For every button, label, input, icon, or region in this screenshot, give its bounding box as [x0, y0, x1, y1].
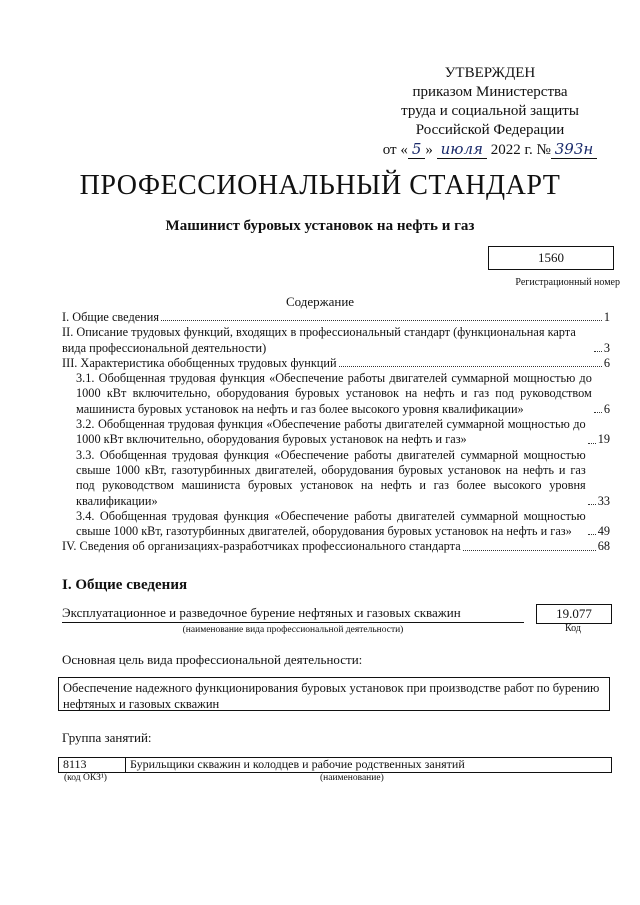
toc-dots [588, 504, 596, 505]
date-year: 2022 г. № [490, 142, 551, 158]
okz-caption: (код ОКЗ¹) [64, 773, 107, 783]
toc-dots [588, 443, 596, 444]
toc-item-text: III. Характеристика обобщенных трудовых функций [62, 355, 337, 370]
group-name: Бурильщики скважин и колодцев и рабочие родственных занятий [130, 757, 465, 771]
activity-name: Эксплуатационное и разведочное бурение нефтяных и газовых скважин [62, 605, 524, 623]
toc-item-text: 3.2. Обобщенная трудовая функция «Обеспечение работы двигателей суммарной мощностью до 1000 кВт включительно, оборудования буровых установок на нефть и газ» [76, 417, 586, 447]
handwritten-number: 393н [551, 140, 598, 159]
toc-page: 6 [603, 355, 610, 370]
approval-line-2: приказом Министерства [412, 84, 568, 100]
toc-heading: Содержание [285, 294, 355, 309]
toc-item[interactable] [62, 509, 610, 540]
toc-page: 68 [597, 539, 610, 554]
goal-label: Основная цель вида профессиональной деятельности: [62, 652, 363, 667]
toc-item[interactable] [62, 448, 610, 509]
date-prefix: от « [382, 142, 408, 158]
toc-item-text: 3.1. Обобщенная трудовая функция «Обеспечение работы двигателей суммарной мощностью до 1000 кВт включительно, оборудования буровых установок на нефть и газ под руководством машиниста буровых установок на нефть и газ более высокого уровня квалификации» [76, 371, 592, 416]
toc-page: 6 [603, 401, 610, 416]
handwritten-day: 5 [408, 140, 426, 159]
goal-box: Обеспечение надежного функционирования буровых установок при производстве работ по бурению нефтяных и газовых скважин [58, 677, 610, 711]
code-caption: Код [565, 623, 581, 634]
approval-date [360, 140, 620, 160]
approval-line-4: Российской Федерации [415, 122, 565, 138]
registration-label: Регистрационный номер [515, 277, 620, 288]
toc-item-text: IV. Сведения об организациях-разработчиках профессионального стандарта [62, 539, 461, 554]
toc-item[interactable] [62, 356, 610, 371]
toc-item[interactable] [62, 417, 610, 448]
toc-item[interactable] [62, 539, 610, 554]
toc-dots [339, 366, 602, 367]
toc-item-text: 3.4. Обобщенная трудовая функция «Обеспечение работы двигателей суммарной мощностью свыше 1000 кВт, газотурбинных двигателей, оборудования буровых установок на нефть и газ» [76, 508, 586, 539]
document-subtitle: Машинист буровых установок на нефть и газ [165, 218, 475, 234]
activity-code: 19.077 [536, 604, 612, 624]
section-heading: I. Общие сведения [62, 577, 188, 593]
table-of-contents [62, 310, 610, 555]
group-label: Группа занятий: [62, 730, 152, 745]
group-table [58, 757, 612, 773]
toc-dots [463, 550, 596, 551]
approval-line-3: труда и социальной защиты [401, 103, 579, 119]
name-caption: (наименование) [320, 773, 384, 783]
document-title: ПРОФЕССИОНАЛЬНЫЙ СТАНДАРТ [79, 170, 561, 201]
activity-caption: (наименование вида профессиональной деятельности) [182, 625, 404, 635]
toc-item[interactable] [62, 371, 610, 417]
toc-item-text: I. Общие сведения [62, 310, 159, 324]
handwritten-month: июля [437, 140, 487, 159]
toc-page: 49 [597, 524, 610, 539]
approval-block [360, 64, 620, 160]
date-mid: » [425, 142, 433, 158]
toc-item-text: 3.3. Обобщенная трудовая функция «Обеспечение работы двигателей суммарной мощностью свыше 1000 кВт, газотурбинных двигателей, оборудования буровых установок на нефть и газ под руководством машиниста буровых установок на нефть и газ более высокого уровня квалификации» [76, 447, 586, 508]
toc-item[interactable] [62, 325, 610, 356]
toc-page: 33 [597, 493, 610, 508]
toc-page: 1 [603, 310, 610, 324]
toc-dots [594, 351, 602, 352]
approval-line-1: УТВЕРЖДЕН [444, 65, 536, 81]
toc-dots [588, 534, 596, 535]
toc-page: 19 [597, 432, 610, 447]
registration-number-box: 1560 [488, 246, 614, 270]
group-code: 8113 [59, 758, 126, 772]
toc-item[interactable] [62, 310, 610, 325]
toc-dots [161, 320, 602, 321]
toc-page: 3 [603, 340, 610, 355]
toc-dots [594, 412, 602, 413]
toc-item-text: II. Описание трудовых функций, входящих в профессиональный стандарт (функциональная карта вида профессиональной деятельности) [62, 325, 576, 355]
